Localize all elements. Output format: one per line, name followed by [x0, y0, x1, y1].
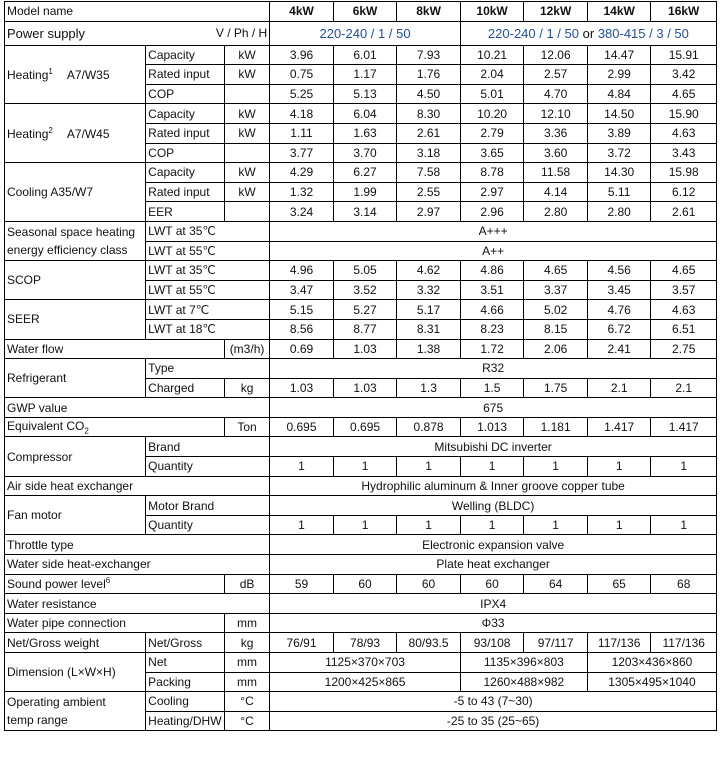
param-label: Capacity [146, 104, 225, 124]
value-cell: 4.76 [587, 300, 651, 320]
table-row [5, 594, 717, 614]
value-cell: 1 [587, 515, 651, 535]
table-row [5, 555, 717, 575]
value-cell: 1 [651, 515, 717, 535]
value-cell: 3.57 [651, 280, 717, 300]
co2-text: Equivalent CO [7, 418, 85, 433]
value-cell: 0.695 [270, 417, 334, 437]
value-cell: 3.60 [524, 143, 588, 163]
table-row [5, 261, 717, 281]
value-cell: 12.06 [524, 45, 588, 65]
value-cell: 93/108 [460, 633, 524, 653]
unit-label [224, 84, 269, 104]
value-cell: 60 [397, 574, 461, 594]
value-cell: 0.878 [397, 417, 461, 437]
value-cell: 117/136 [651, 633, 717, 653]
param-label: LWT at 55℃ [146, 280, 270, 300]
fan-motor-label: Fan motor [5, 496, 146, 535]
unit-label: mm [224, 613, 269, 633]
table-row [5, 339, 717, 359]
heating2-footnote: 2 [48, 125, 53, 135]
value-cell: 3.36 [524, 123, 588, 143]
value-cell: 14.47 [587, 45, 651, 65]
merged-value-cell: 1260×488×982 [460, 672, 587, 692]
value-cell: 2.79 [460, 123, 524, 143]
unit-label [224, 143, 269, 163]
param-label: Quantity [146, 457, 270, 477]
value-cell: 11.58 [524, 163, 588, 183]
value-cell: 4.63 [651, 123, 717, 143]
value-cell: 4.50 [397, 84, 461, 104]
unit-label: (m3/h) [224, 339, 269, 359]
value-cell: 3.72 [587, 143, 651, 163]
value-cell: 4.86 [460, 261, 524, 281]
value-cell: 2.04 [460, 65, 524, 85]
unit-label: kW [224, 182, 269, 202]
value-cell: 5.25 [270, 84, 334, 104]
value-cell: 64 [524, 574, 588, 594]
heating1-text: Heating [7, 67, 49, 82]
param-label: LWT at 18℃ [146, 319, 270, 339]
value-cell: 10.21 [460, 45, 524, 65]
value-cell: 3.96 [270, 45, 334, 65]
cooling-label: Cooling A35/W7 [5, 163, 146, 222]
value-cell: 5.17 [397, 300, 461, 320]
value-cell: 5.15 [270, 300, 334, 320]
unit-label: °C [224, 711, 269, 731]
power-supply-or: or [582, 25, 595, 41]
unit-label: kg [224, 633, 269, 653]
dimension-label: Dimension (L×W×H) [5, 653, 146, 692]
value-cell: 2.61 [651, 202, 717, 222]
value-cell: 5.27 [333, 300, 397, 320]
value-cell: 1.417 [587, 417, 651, 437]
value-cell: 3.51 [460, 280, 524, 300]
value-cell: 6.72 [587, 319, 651, 339]
value-cell: 1.76 [397, 65, 461, 85]
seasonal-label [5, 221, 146, 260]
value-cell: 2.61 [397, 123, 461, 143]
value-cell: 3.37 [524, 280, 588, 300]
value-cell: 1.03 [333, 339, 397, 359]
value-cell: 3.70 [333, 143, 397, 163]
table-row [5, 633, 717, 653]
value-cell: 0.69 [270, 339, 334, 359]
value-cell: 4.84 [587, 84, 651, 104]
merged-value-cell: R32 [270, 359, 717, 379]
table-row [5, 163, 717, 183]
param-label: Quantity [146, 515, 270, 535]
value-cell: 8.56 [270, 319, 334, 339]
value-cell: 6.12 [651, 182, 717, 202]
value-cell: 4.63 [651, 300, 717, 320]
model-6kw: 6kW [333, 2, 397, 22]
model-16kw: 16kW [651, 2, 717, 22]
value-cell: 1 [524, 457, 588, 477]
param-label: Cooling [146, 692, 225, 712]
power-supply-unit: V / Ph / H [215, 25, 268, 40]
value-cell: 3.45 [587, 280, 651, 300]
value-cell: 3.77 [270, 143, 334, 163]
value-cell: 4.14 [524, 182, 588, 202]
refrigerant-label: Refrigerant [5, 359, 146, 398]
param-label: Packing [146, 672, 225, 692]
value-cell: 8.31 [397, 319, 461, 339]
param-label: Net/Gross [146, 633, 225, 653]
value-cell: 1 [270, 515, 334, 535]
power-supply-text: Power supply [7, 25, 86, 41]
model-12kw: 12kW [524, 2, 588, 22]
value-cell: 0.75 [270, 65, 334, 85]
value-cell: 0.695 [333, 417, 397, 437]
value-cell: 8.15 [524, 319, 588, 339]
gwp-label: GWP value [5, 398, 270, 418]
table-row [5, 476, 717, 496]
value-cell: 15.90 [651, 104, 717, 124]
value-cell: 10.20 [460, 104, 524, 124]
value-cell: 78/93 [333, 633, 397, 653]
param-label: LWT at 55℃ [146, 241, 270, 261]
unit-label: kW [224, 163, 269, 183]
table-row [5, 535, 717, 555]
value-cell: 7.93 [397, 45, 461, 65]
value-cell: 1.03 [270, 378, 334, 398]
sound-footnote: 6 [105, 576, 111, 586]
unit-label: kg [224, 378, 269, 398]
merged-value-cell: A++ [270, 241, 717, 261]
power-supply-three-phase: 380-415 / 3 / 50 [597, 25, 689, 41]
value-cell: 2.80 [587, 202, 651, 222]
table-row [5, 496, 717, 516]
value-cell: 3.47 [270, 280, 334, 300]
value-cell: 3.89 [587, 123, 651, 143]
ambient-label-line2: temp range [7, 713, 68, 728]
value-cell: 5.01 [460, 84, 524, 104]
sound-label [5, 574, 225, 594]
param-label: LWT at 7℃ [146, 300, 270, 320]
value-cell: 2.99 [587, 65, 651, 85]
value-cell: 65 [587, 574, 651, 594]
table-row [5, 574, 717, 594]
param-label: COP [146, 143, 225, 163]
unit-label: mm [224, 653, 269, 673]
value-cell: 1.11 [270, 123, 334, 143]
value-cell: 1.38 [397, 339, 461, 359]
table-row [5, 613, 717, 633]
merged-value-cell: Plate heat exchanger [270, 555, 717, 575]
value-cell: 1 [397, 515, 461, 535]
value-cell: 1.75 [524, 378, 588, 398]
water-flow-label: Water flow [5, 339, 225, 359]
value-cell: 4.56 [587, 261, 651, 281]
value-cell: 1.417 [651, 417, 717, 437]
table-row [5, 437, 717, 457]
unit-label: kW [224, 123, 269, 143]
merged-value-cell: Electronic expansion valve [270, 535, 717, 555]
merged-value-cell: Mitsubishi DC inverter [270, 437, 717, 457]
value-cell: 2.55 [397, 182, 461, 202]
value-cell: 59 [270, 574, 334, 594]
value-cell: 1.99 [333, 182, 397, 202]
merged-value-cell: -5 to 43 (7~30) [270, 692, 717, 712]
model-8kw: 8kW [397, 2, 461, 22]
value-cell: 3.14 [333, 202, 397, 222]
seasonal-label-line2: energy efficiency class [7, 243, 128, 258]
value-cell: 3.52 [333, 280, 397, 300]
water-resistance-label: Water resistance [5, 594, 270, 614]
value-cell: 5.13 [333, 84, 397, 104]
heating2-text: Heating [7, 126, 49, 141]
table-row [5, 417, 717, 437]
value-cell: 4.65 [524, 261, 588, 281]
value-cell: 12.10 [524, 104, 588, 124]
merged-value-cell: Hydrophilic aluminum & Inner groove copper tube [270, 476, 717, 496]
param-label: LWT at 35℃ [146, 221, 270, 241]
value-cell: 2.1 [651, 378, 717, 398]
value-cell: 14.50 [587, 104, 651, 124]
value-cell: 7.58 [397, 163, 461, 183]
value-cell: 1.17 [333, 65, 397, 85]
value-cell: 5.05 [333, 261, 397, 281]
unit-label: Ton [224, 417, 269, 437]
value-cell: 1.32 [270, 182, 334, 202]
unit-label: dB [224, 574, 269, 594]
heating2-label [5, 104, 146, 163]
param-label: Rated input [146, 65, 225, 85]
table-row [5, 653, 717, 673]
value-cell: 60 [333, 574, 397, 594]
value-cell: 4.62 [397, 261, 461, 281]
heating2-condition: A7/W45 [66, 126, 110, 141]
value-cell: 1 [333, 515, 397, 535]
value-cell: 1 [397, 457, 461, 477]
value-cell: 2.96 [460, 202, 524, 222]
value-cell: 97/117 [524, 633, 588, 653]
value-cell: 4.96 [270, 261, 334, 281]
param-label: Motor Brand [146, 496, 270, 516]
table-row [5, 221, 717, 241]
merged-value-cell: Φ33 [270, 613, 717, 633]
merged-value-cell: Welling (BLDC) [270, 496, 717, 516]
value-cell: 6.04 [333, 104, 397, 124]
table-row [5, 398, 717, 418]
spec-table-body [5, 2, 717, 731]
merged-value-cell: 1305×495×1040 [587, 672, 716, 692]
value-cell: 1 [587, 457, 651, 477]
value-cell: 1 [270, 457, 334, 477]
ambient-label-line1: Operating ambient [7, 695, 106, 710]
value-cell: 3.43 [651, 143, 717, 163]
value-cell: 1.03 [333, 378, 397, 398]
unit-label [224, 202, 269, 222]
model-name-label: Model name [5, 2, 270, 22]
table-row [5, 359, 717, 379]
value-cell: 1 [333, 457, 397, 477]
value-cell: 8.23 [460, 319, 524, 339]
power-supply-small: 220-240 / 1 / 50 [270, 21, 461, 45]
merged-value-cell: 1125×370×703 [270, 653, 461, 673]
value-cell: 2.97 [460, 182, 524, 202]
model-14kw: 14kW [587, 2, 651, 22]
table-row [5, 104, 717, 124]
power-supply-large [460, 21, 716, 45]
param-label: Brand [146, 437, 270, 457]
value-cell: 6.01 [333, 45, 397, 65]
value-cell: 4.66 [460, 300, 524, 320]
value-cell: 1.181 [524, 417, 588, 437]
throttle-label: Throttle type [5, 535, 270, 555]
value-cell: 1.72 [460, 339, 524, 359]
unit-label: kW [224, 65, 269, 85]
value-cell: 8.78 [460, 163, 524, 183]
unit-label: kW [224, 45, 269, 65]
table-row [5, 45, 717, 65]
value-cell: 8.30 [397, 104, 461, 124]
merged-value-cell: 1203×436×860 [587, 653, 716, 673]
value-cell: 3.42 [651, 65, 717, 85]
param-label: Rated input [146, 182, 225, 202]
value-cell: 1 [460, 515, 524, 535]
merged-value-cell: IPX4 [270, 594, 717, 614]
scop-label: SCOP [5, 261, 146, 300]
unit-label: kW [224, 104, 269, 124]
value-cell: 1 [524, 515, 588, 535]
spec-table [4, 1, 717, 731]
value-cell: 1.5 [460, 378, 524, 398]
seasonal-label-line1: Seasonal space heating [7, 225, 136, 240]
merged-value-cell: 1135×396×803 [460, 653, 587, 673]
value-cell: 3.65 [460, 143, 524, 163]
value-cell: 14.30 [587, 163, 651, 183]
param-label: EER [146, 202, 225, 222]
power-supply-single-phase: 220-240 / 1 / 50 [487, 25, 579, 41]
value-cell: 4.18 [270, 104, 334, 124]
value-cell: 117/136 [587, 633, 651, 653]
value-cell: 2.1 [587, 378, 651, 398]
ambient-label [5, 692, 146, 731]
value-cell: 1.63 [333, 123, 397, 143]
param-label: Rated input [146, 123, 225, 143]
value-cell: 5.11 [587, 182, 651, 202]
param-label: Net [146, 653, 225, 673]
value-cell: 80/93.5 [397, 633, 461, 653]
co2-subscript: 2 [84, 426, 89, 436]
param-label: Capacity [146, 163, 225, 183]
value-cell: 3.32 [397, 280, 461, 300]
param-label: Heating/DHW [146, 711, 225, 731]
value-cell: 1 [460, 457, 524, 477]
value-cell: 1.013 [460, 417, 524, 437]
value-cell: 4.65 [651, 84, 717, 104]
power-supply-label [5, 21, 270, 45]
model-4kw: 4kW [270, 2, 334, 22]
compressor-label: Compressor [5, 437, 146, 476]
value-cell: 76/91 [270, 633, 334, 653]
model-10kw: 10kW [460, 2, 524, 22]
value-cell: 6.27 [333, 163, 397, 183]
sound-text: Sound power level [7, 577, 106, 592]
value-cell: 2.97 [397, 202, 461, 222]
value-cell: 3.24 [270, 202, 334, 222]
water-hx-label: Water side heat-exchanger [5, 555, 270, 575]
water-pipe-label: Water pipe connection [5, 613, 225, 633]
unit-label: °C [224, 692, 269, 712]
table-row [5, 692, 717, 712]
air-hx-label: Air side heat exchanger [5, 476, 270, 496]
param-label: Charged [146, 378, 225, 398]
seer-label: SEER [5, 300, 146, 339]
heating1-condition: A7/W35 [66, 67, 110, 82]
weight-label: Net/Gross weight [5, 633, 146, 653]
param-label: LWT at 35℃ [146, 261, 270, 281]
merged-value-cell: 675 [270, 398, 717, 418]
table-row [5, 2, 717, 22]
value-cell: 2.75 [651, 339, 717, 359]
value-cell: 4.29 [270, 163, 334, 183]
value-cell: 2.06 [524, 339, 588, 359]
value-cell: 60 [460, 574, 524, 594]
value-cell: 1.3 [397, 378, 461, 398]
param-label: COP [146, 84, 225, 104]
param-label: Capacity [146, 45, 225, 65]
value-cell: 6.51 [651, 319, 717, 339]
value-cell: 1 [651, 457, 717, 477]
param-label: Type [146, 359, 270, 379]
unit-label: mm [224, 672, 269, 692]
merged-value-cell: 1200×425×865 [270, 672, 461, 692]
value-cell: 5.02 [524, 300, 588, 320]
co2-label [5, 417, 225, 437]
table-row [5, 300, 717, 320]
value-cell: 8.77 [333, 319, 397, 339]
value-cell: 15.91 [651, 45, 717, 65]
heating1-footnote: 1 [48, 66, 53, 76]
value-cell: 15.98 [651, 163, 717, 183]
value-cell: 2.80 [524, 202, 588, 222]
value-cell: 2.57 [524, 65, 588, 85]
merged-value-cell: -25 to 35 (25~65) [270, 711, 717, 731]
value-cell: 4.70 [524, 84, 588, 104]
value-cell: 2.41 [587, 339, 651, 359]
value-cell: 68 [651, 574, 717, 594]
value-cell: 4.65 [651, 261, 717, 281]
value-cell: 3.18 [397, 143, 461, 163]
heating1-label [5, 45, 146, 104]
merged-value-cell: A+++ [270, 221, 717, 241]
table-row [5, 21, 717, 45]
